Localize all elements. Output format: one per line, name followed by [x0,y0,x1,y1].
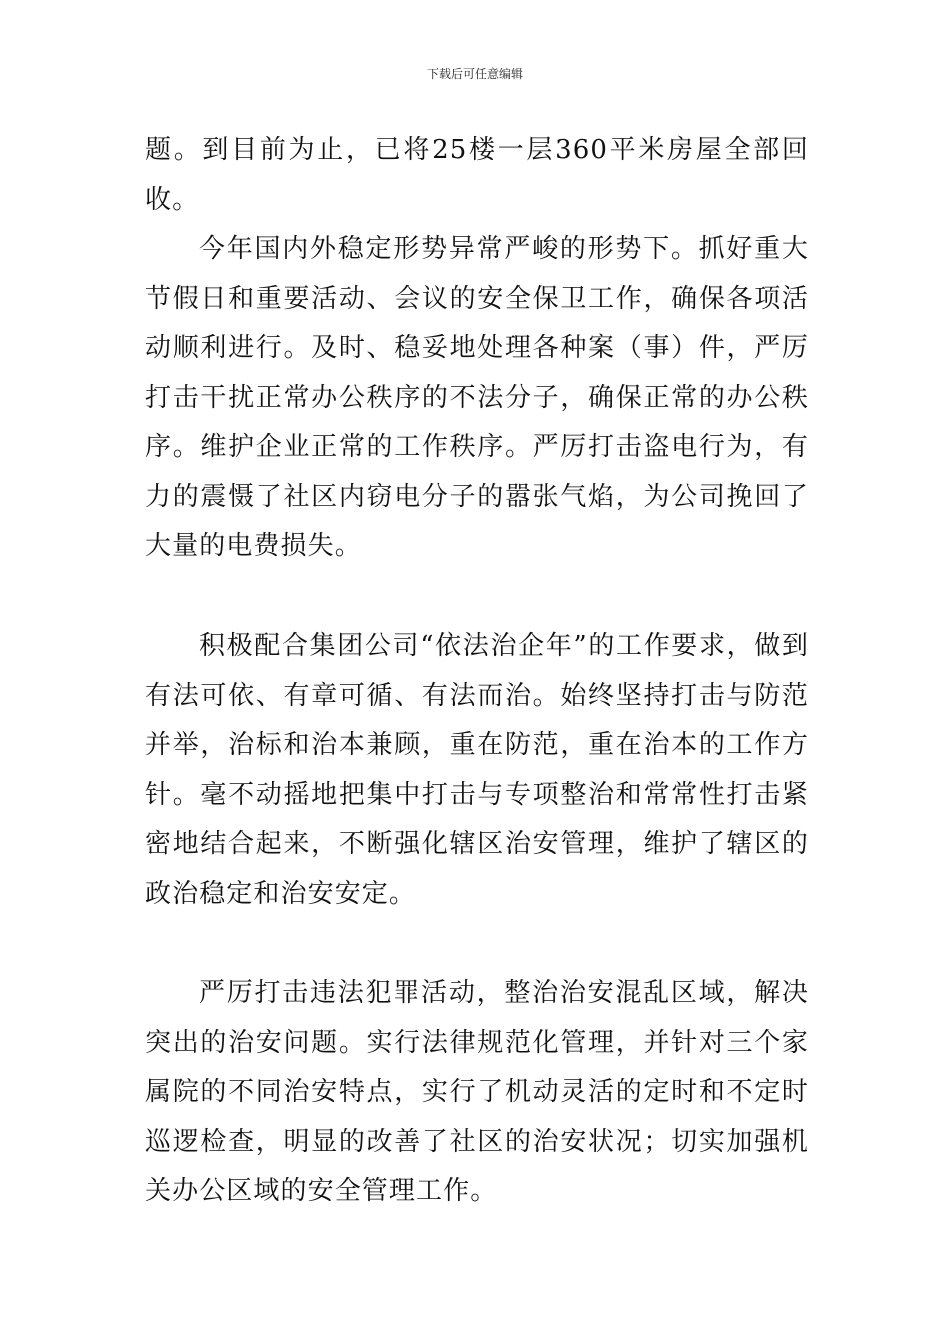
page-header: 下载后可任意编辑 [426,67,523,81]
paragraph-security-situation: 今年国内外稳定形势异常严峻的形势下。抓好重大节假日和重要活动、会议的安全保卫工作，确保各项活动顺利进行。及时、稳妥地处理各种案（事）件，严厉打击干扰正常办公秩序的不法分子，确保正常的办公秩序。维护企业正常的工作秩序。严厉打击盗电行为，有力的震慑了社区内窃电分子的嚣张气焰，为公司挽回了大量的电费损失。 [145,234,809,561]
paragraph-crime-crackdown: 严厉打击违法犯罪活动，整治治安混乱区域，解决突出的治安问题。实行法律规范化管理，并针对三个家属院的不同治安特点，实行了机动灵活的定时和不定时巡逻检查，明显的改善了社区的治安状况；切实加强机关办公区域的安全管理工作。 [145,978,809,1206]
paragraph-continuation: 题。到目前为止，已将25楼一层360平米房屋全部回收。 [145,135,809,215]
paragraph-rule-of-law: 积极配合集团公司“依法治企年”的工作要求，做到有法可依、有章可循、有法而治。始终坚持打击与防范并举，治标和治本兼顾，重在防范，重在治本的工作方针。毫不动摇地把集中打击与专项整治和常常性打击紧密地结合起来，不断强化辖区治安管理，维护了辖区的政治稳定和治安安定。 [145,631,809,909]
